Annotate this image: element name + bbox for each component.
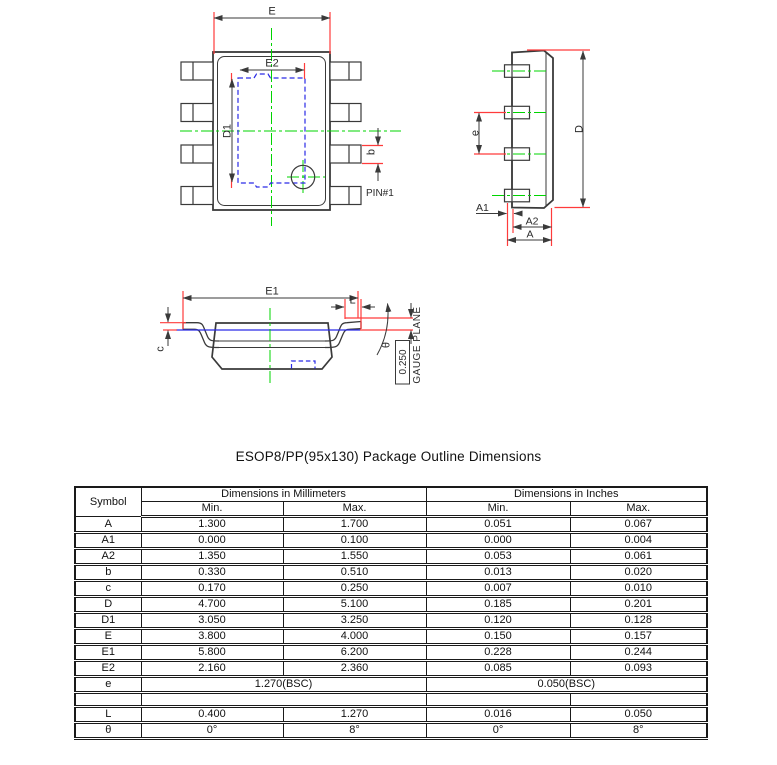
- table-row: c 0.170 0.250 0.007 0.010: [75, 581, 707, 597]
- gauge-plane-label: GAUGE PLANE: [412, 306, 423, 384]
- dim-label-A1: A1: [476, 202, 489, 214]
- dim-label-E2: E2: [265, 57, 279, 70]
- table-row: E 3.800 4.000 0.150 0.157: [75, 629, 707, 645]
- dim-label-E1: E1: [265, 285, 279, 298]
- table-row: θ 0° 8° 0° 8°: [75, 723, 707, 739]
- table-row-spacer: [75, 693, 707, 707]
- left-leads: [181, 62, 213, 205]
- table-row: A2 1.350 1.550 0.053 0.061: [75, 549, 707, 565]
- gauge-offset-value: 0.250: [398, 349, 409, 375]
- dim-label-D: D: [573, 125, 586, 133]
- header-in-min: Min.: [426, 502, 570, 517]
- header-in-max: Max.: [570, 502, 707, 517]
- table-row: E1 5.800 6.200 0.228 0.244: [75, 645, 707, 661]
- table-row: L 0.400 1.270 0.016 0.050: [75, 707, 707, 723]
- table-row: D1 3.050 3.250 0.120 0.128: [75, 613, 707, 629]
- table-row-e: e 1.270(BSC) 0.050(BSC): [75, 677, 707, 693]
- header-mm-min: Min.: [141, 502, 283, 517]
- table-header-row-2: [75, 502, 707, 517]
- dimensions-table: [74, 486, 708, 740]
- table-row: E2 2.160 2.360 0.085 0.093: [75, 661, 707, 677]
- right-leads: [330, 62, 361, 205]
- dim-label-E: E: [268, 5, 276, 18]
- top-view: [180, 6, 401, 227]
- page-title: ESOP8/PP(95x130) Package Outline Dimensions: [235, 449, 542, 464]
- table-row: A 1.300 1.700 0.051 0.067: [75, 517, 707, 533]
- front-view: [155, 286, 424, 387]
- table-row: D 4.700 5.100 0.185 0.201: [75, 597, 707, 613]
- dim-label-D1: D1: [221, 123, 234, 139]
- side-view: [470, 50, 591, 246]
- dim-label-b: b: [365, 148, 378, 156]
- header-symbol: Symbol: [75, 487, 141, 517]
- dim-label-c: c: [154, 346, 167, 352]
- dim-label-L: L: [349, 294, 356, 307]
- dim-label-theta: θ: [380, 341, 393, 349]
- dim-label-e: e: [469, 129, 482, 137]
- pin1-label: PIN#1: [366, 188, 394, 199]
- header-mm-max: Max.: [283, 502, 426, 517]
- dim-label-A2: A2: [525, 215, 539, 228]
- dim-label-A: A: [526, 228, 534, 241]
- header-inches: Dimensions in Inches: [426, 487, 707, 502]
- table-header-row-1: [75, 487, 707, 502]
- table-row: b 0.330 0.510 0.013 0.020: [75, 565, 707, 581]
- table-row: A1 0.000 0.100 0.000 0.004: [75, 533, 707, 549]
- header-mm: Dimensions in Millimeters: [141, 487, 426, 502]
